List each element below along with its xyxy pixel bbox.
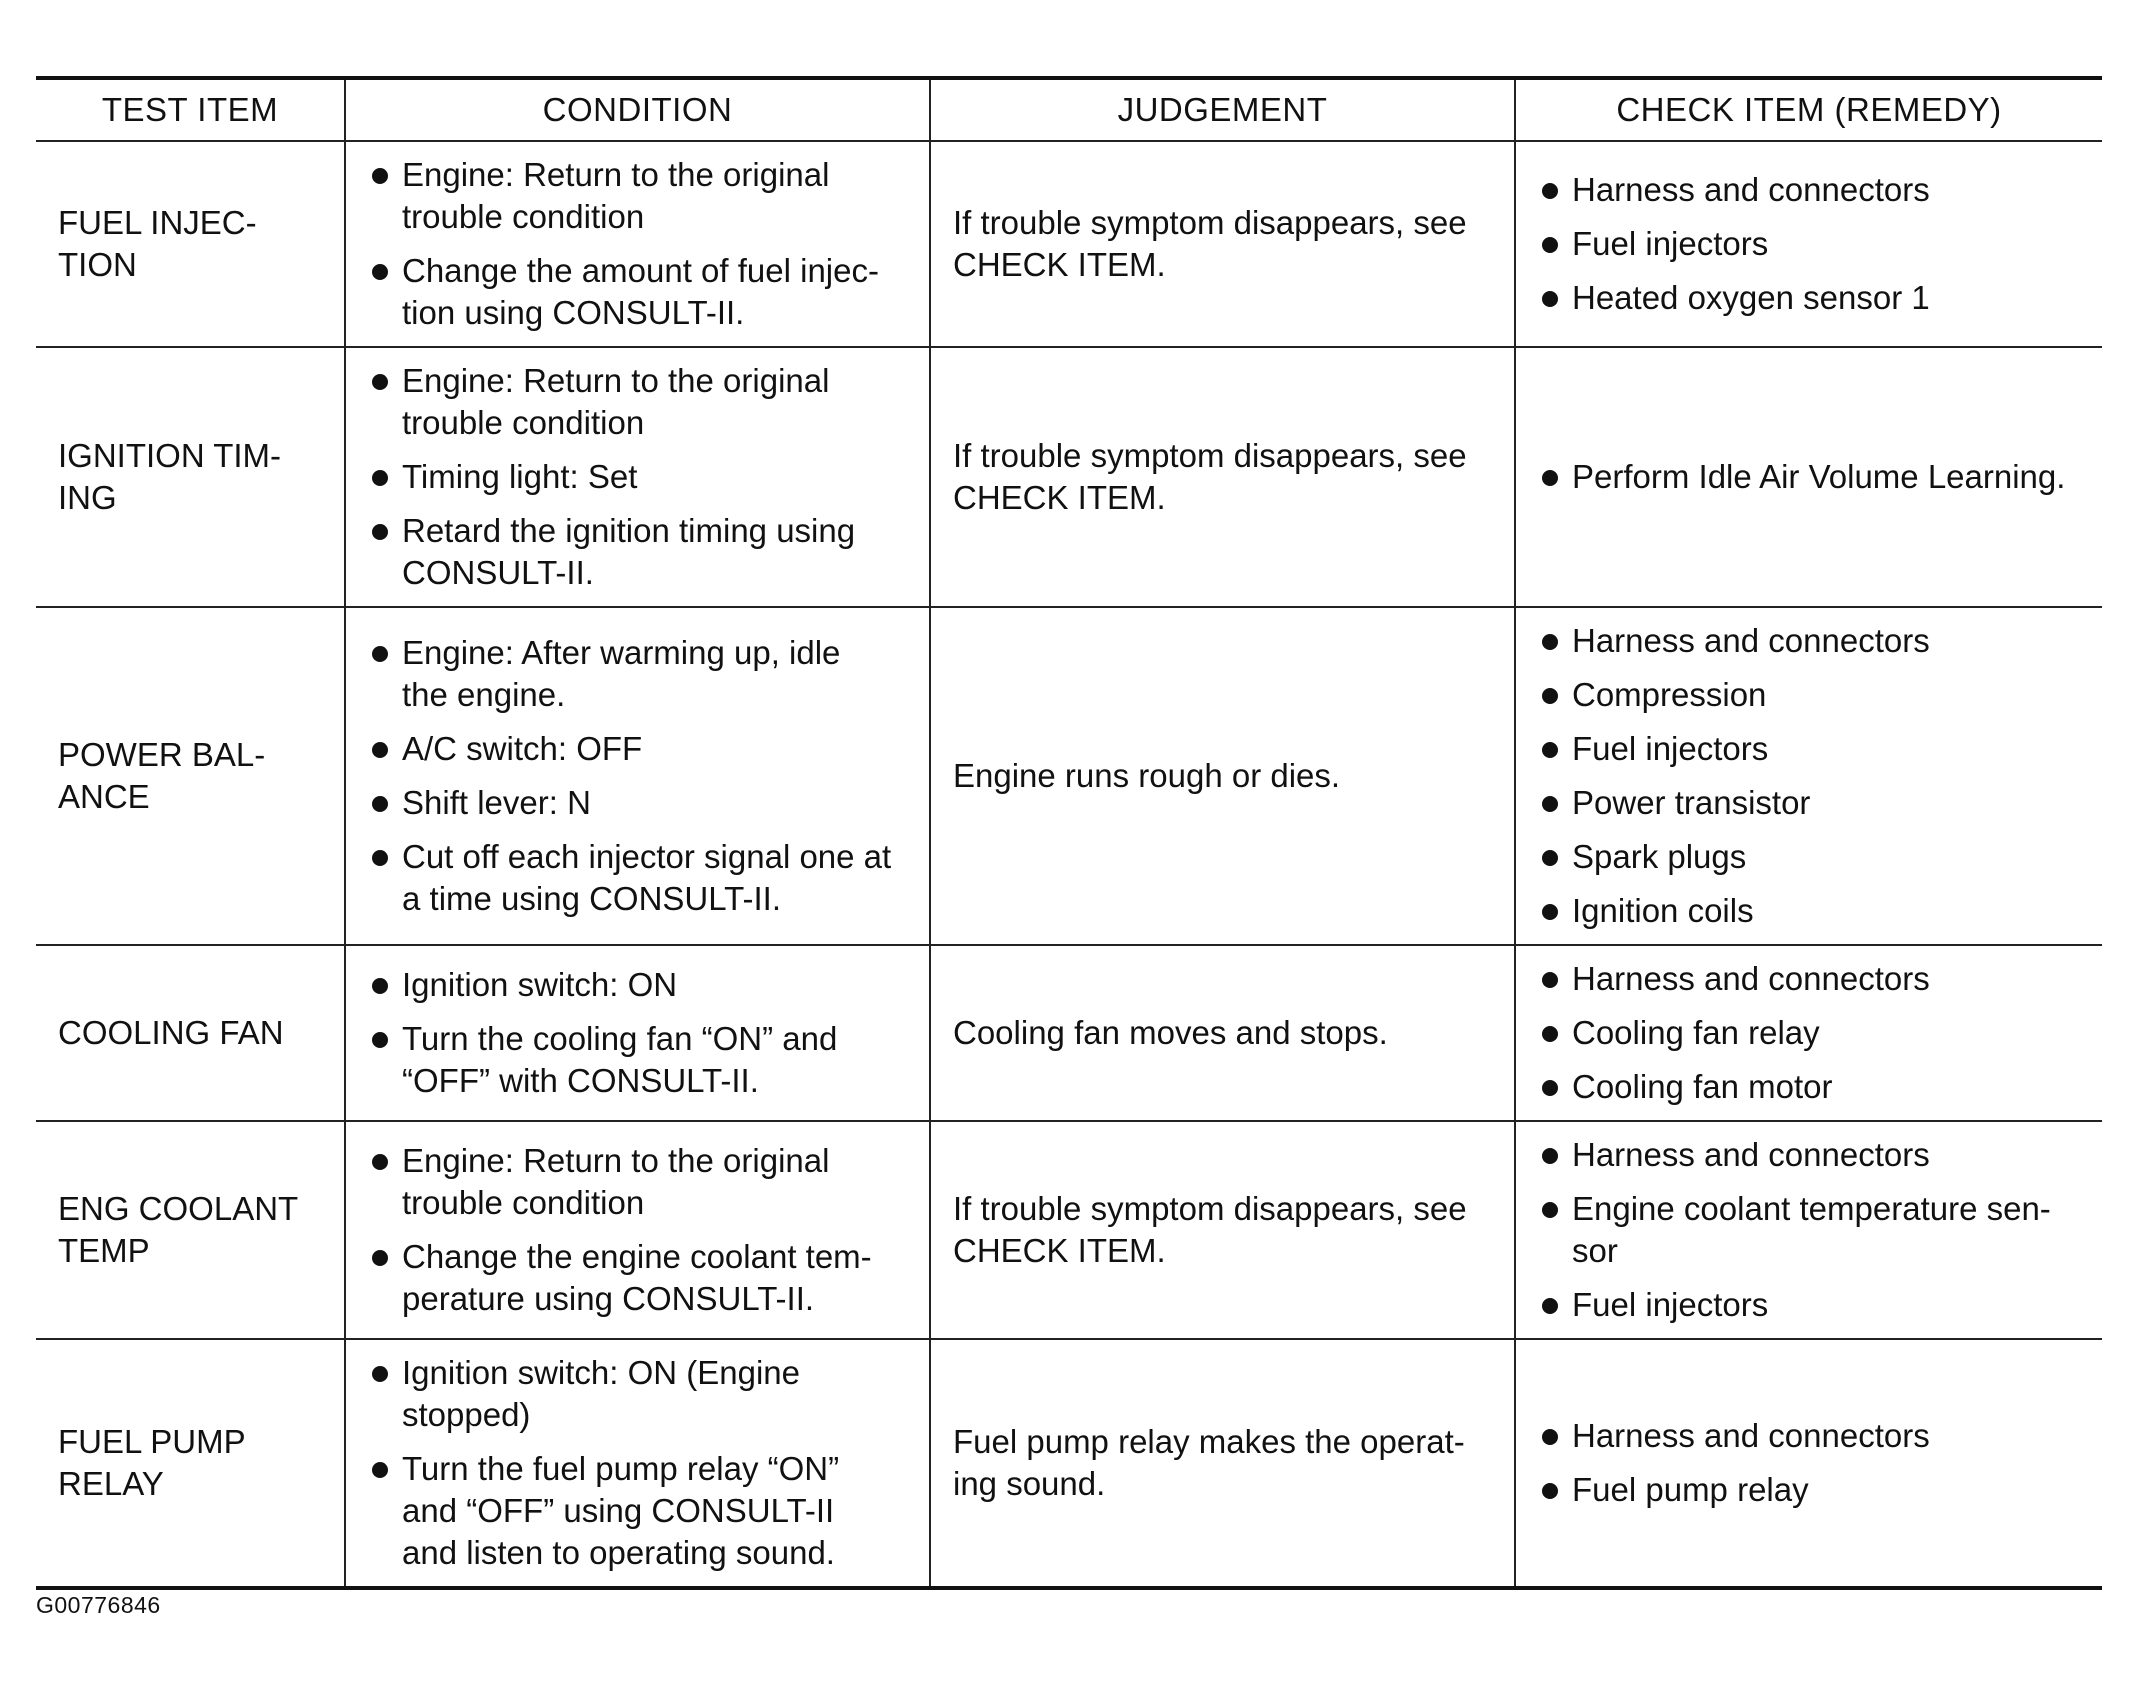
check-item-cell bbox=[1515, 607, 2102, 945]
table-row-fuel-pump-relay bbox=[36, 1339, 2102, 1588]
test-item-cell: FUEL INJEC- TION bbox=[36, 141, 345, 347]
check-text: Spark plugs bbox=[1572, 838, 1747, 875]
header-check-item: CHECK ITEM (REMEDY) bbox=[1515, 78, 2102, 141]
figure-id: G00776846 bbox=[36, 1592, 161, 1618]
check-bullet bbox=[1540, 674, 2090, 716]
bullet-dot-icon bbox=[1542, 688, 1558, 704]
check-item-cell bbox=[1515, 945, 2102, 1121]
table-row-cooling-fan bbox=[36, 945, 2102, 1121]
check-bullet bbox=[1540, 223, 2090, 265]
check-text: Power transistor bbox=[1572, 784, 1811, 821]
condition-bullet bbox=[370, 250, 917, 334]
condition-text: Change the engine coolant tem- perature using CONSULT-II. bbox=[402, 1238, 872, 1317]
bullet-dot-icon bbox=[1542, 850, 1558, 866]
condition-text: Shift lever: N bbox=[402, 784, 591, 821]
bullet-dot-icon bbox=[1542, 1026, 1558, 1042]
check-bullet bbox=[1540, 456, 2090, 498]
condition-text: Cut off each injector signal one at a time using CONSULT-II. bbox=[402, 838, 892, 917]
condition-text: A/C switch: OFF bbox=[402, 730, 643, 767]
bullet-dot-icon bbox=[1542, 1429, 1558, 1445]
bullet-dot-icon bbox=[372, 264, 388, 280]
check-text: Compression bbox=[1572, 676, 1767, 713]
condition-bullet bbox=[370, 510, 917, 594]
test-item-cell: IGNITION TIM- ING bbox=[36, 347, 345, 607]
bullet-dot-icon bbox=[1542, 291, 1558, 307]
bullet-dot-icon bbox=[372, 1154, 388, 1170]
table-row-eng-coolant-temp bbox=[36, 1121, 2102, 1339]
table-row-fuel-injection bbox=[36, 141, 2102, 347]
check-text: Fuel pump relay bbox=[1572, 1471, 1809, 1508]
bullet-dot-icon bbox=[1542, 904, 1558, 920]
bullet-dot-icon bbox=[372, 978, 388, 994]
check-bullet bbox=[1540, 836, 2090, 878]
bullet-dot-icon bbox=[1542, 183, 1558, 199]
check-bullet bbox=[1540, 1469, 2090, 1511]
condition-text: Engine: Return to the original trouble condition bbox=[402, 362, 830, 441]
bullet-dot-icon bbox=[372, 1366, 388, 1382]
condition-cell bbox=[345, 1121, 930, 1339]
bullet-dot-icon bbox=[1542, 237, 1558, 253]
check-item-cell bbox=[1515, 141, 2102, 347]
bullet-dot-icon bbox=[372, 850, 388, 866]
check-text: Harness and connectors bbox=[1572, 1136, 1930, 1173]
check-bullet bbox=[1540, 958, 2090, 1000]
judgement-cell: If trouble symptom disappears, see CHECK ITEM. bbox=[930, 347, 1515, 607]
bullet-dot-icon bbox=[1542, 742, 1558, 758]
condition-text: Ignition switch: ON bbox=[402, 966, 678, 1003]
condition-text: Turn the cooling fan “ON” and “OFF” with CONSULT-II. bbox=[402, 1020, 838, 1099]
check-bullet bbox=[1540, 277, 2090, 319]
check-text: Harness and connectors bbox=[1572, 1417, 1930, 1454]
judgement-cell: Engine runs rough or dies. bbox=[930, 607, 1515, 945]
condition-text: Engine: After warming up, idle the engine. bbox=[402, 634, 841, 713]
condition-text: Turn the fuel pump relay “ON” and “OFF” using CONSULT-II and listen to operating sound. bbox=[402, 1450, 840, 1571]
check-text: Cooling fan motor bbox=[1572, 1068, 1833, 1105]
check-text: Ignition coils bbox=[1572, 892, 1754, 929]
check-bullet bbox=[1540, 728, 2090, 770]
bullet-dot-icon bbox=[372, 796, 388, 812]
check-bullet bbox=[1540, 1284, 2090, 1326]
check-text: Fuel injectors bbox=[1572, 1286, 1769, 1323]
active-test-table-container bbox=[36, 76, 2102, 1590]
bullet-dot-icon bbox=[1542, 470, 1558, 486]
header-test-item: TEST ITEM bbox=[36, 78, 345, 141]
condition-bullet bbox=[370, 1352, 917, 1436]
check-bullet bbox=[1540, 169, 2090, 211]
condition-cell bbox=[345, 141, 930, 347]
condition-text: Ignition switch: ON (Engine stopped) bbox=[402, 1354, 801, 1433]
bullet-dot-icon bbox=[372, 646, 388, 662]
condition-cell bbox=[345, 347, 930, 607]
bullet-dot-icon bbox=[1542, 796, 1558, 812]
condition-bullet bbox=[370, 632, 917, 716]
table-row-power-balance bbox=[36, 607, 2102, 945]
check-text: Perform Idle Air Volume Learning. bbox=[1572, 458, 2066, 495]
check-item-cell bbox=[1515, 1121, 2102, 1339]
condition-text: Retard the ignition timing using CONSULT-II. bbox=[402, 512, 856, 591]
condition-bullet bbox=[370, 1448, 917, 1574]
condition-bullet bbox=[370, 154, 917, 238]
condition-bullet bbox=[370, 782, 917, 824]
test-item-cell: FUEL PUMP RELAY bbox=[36, 1339, 345, 1588]
condition-cell bbox=[345, 1339, 930, 1588]
condition-bullet bbox=[370, 1140, 917, 1224]
condition-text: Engine: Return to the original trouble condition bbox=[402, 1142, 830, 1221]
bullet-dot-icon bbox=[372, 168, 388, 184]
condition-bullet bbox=[370, 360, 917, 444]
check-bullet bbox=[1540, 1134, 2090, 1176]
condition-text: Change the amount of fuel injec- tion using CONSULT-II. bbox=[402, 252, 879, 331]
check-bullet bbox=[1540, 1415, 2090, 1457]
check-bullet bbox=[1540, 620, 2090, 662]
check-bullet bbox=[1540, 1066, 2090, 1108]
condition-bullet bbox=[370, 1018, 917, 1102]
check-text: Heated oxygen sensor 1 bbox=[1572, 279, 1930, 316]
check-text: Fuel injectors bbox=[1572, 225, 1769, 262]
condition-bullet bbox=[370, 728, 917, 770]
condition-bullet bbox=[370, 964, 917, 1006]
bullet-dot-icon bbox=[372, 1250, 388, 1266]
judgement-cell: If trouble symptom disappears, see CHECK ITEM. bbox=[930, 1121, 1515, 1339]
header-judgement: JUDGEMENT bbox=[930, 78, 1515, 141]
bullet-dot-icon bbox=[1542, 1202, 1558, 1218]
check-bullet bbox=[1540, 1188, 2090, 1272]
bullet-dot-icon bbox=[372, 742, 388, 758]
check-text: Harness and connectors bbox=[1572, 960, 1930, 997]
bullet-dot-icon bbox=[1542, 1148, 1558, 1164]
check-item-cell bbox=[1515, 347, 2102, 607]
test-item-cell: COOLING FAN bbox=[36, 945, 345, 1121]
check-item-cell bbox=[1515, 1339, 2102, 1588]
table-header-row bbox=[36, 78, 2102, 141]
check-text: Harness and connectors bbox=[1572, 171, 1930, 208]
check-text: Cooling fan relay bbox=[1572, 1014, 1820, 1051]
condition-cell bbox=[345, 945, 930, 1121]
bullet-dot-icon bbox=[1542, 1483, 1558, 1499]
table-row-ignition-timing bbox=[36, 347, 2102, 607]
check-bullet bbox=[1540, 890, 2090, 932]
bullet-dot-icon bbox=[372, 1462, 388, 1478]
check-text: Fuel injectors bbox=[1572, 730, 1769, 767]
bullet-dot-icon bbox=[372, 1032, 388, 1048]
check-text: Engine coolant temperature sen- sor bbox=[1572, 1190, 2051, 1269]
check-bullet bbox=[1540, 1012, 2090, 1054]
condition-cell bbox=[345, 607, 930, 945]
condition-bullet bbox=[370, 1236, 917, 1320]
check-text: Harness and connectors bbox=[1572, 622, 1930, 659]
condition-bullet bbox=[370, 836, 917, 920]
test-item-cell: ENG COOLANT TEMP bbox=[36, 1121, 345, 1339]
bullet-dot-icon bbox=[372, 524, 388, 540]
condition-text: Timing light: Set bbox=[402, 458, 638, 495]
bullet-dot-icon bbox=[372, 470, 388, 486]
judgement-cell: Cooling fan moves and stops. bbox=[930, 945, 1515, 1121]
bullet-dot-icon bbox=[372, 374, 388, 390]
bullet-dot-icon bbox=[1542, 972, 1558, 988]
judgement-cell: If trouble symptom disappears, see CHECK ITEM. bbox=[930, 141, 1515, 347]
active-test-table bbox=[36, 76, 2102, 1590]
bullet-dot-icon bbox=[1542, 1080, 1558, 1096]
header-condition: CONDITION bbox=[345, 78, 930, 141]
judgement-cell: Fuel pump relay makes the operat- ing sound. bbox=[930, 1339, 1515, 1588]
condition-bullet bbox=[370, 456, 917, 498]
condition-text: Engine: Return to the original trouble condition bbox=[402, 156, 830, 235]
bullet-dot-icon bbox=[1542, 1298, 1558, 1314]
test-item-cell: POWER BAL- ANCE bbox=[36, 607, 345, 945]
check-bullet bbox=[1540, 782, 2090, 824]
bullet-dot-icon bbox=[1542, 634, 1558, 650]
